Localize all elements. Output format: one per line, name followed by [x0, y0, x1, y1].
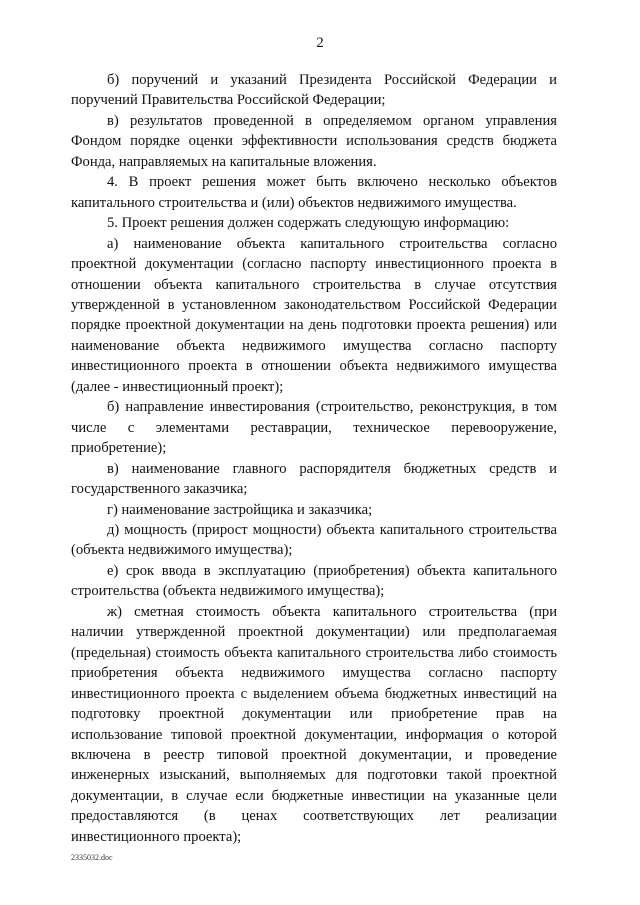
- paragraph-item-v-budget-manager: в) наименование главного распорядителя бюджетных средств и государственного заказчика;: [71, 460, 557, 498]
- paragraph-item-b-instructions: б) поручений и указаний Президента Российской Федерации и поручений Правительства Российской Федерации;: [71, 72, 557, 109]
- paragraph-item-v-evaluation-results: в) результатов проведенной в определяемом органом управления Фондом порядке оценки эффективности использования средств бюджета Фонда, направляемых на капитальные вложения.: [71, 112, 557, 170]
- paragraph-clause-4: 4. В проект решения может быть включено несколько объектов капитального строительства и (или) объектов недвижимого имущества.: [71, 174, 557, 211]
- paragraph-item-zh-estimated-cost: ж) сметная стоимость объекта капитального строительства (при наличии утвержденной проектной документации) или предполагаемая (предельная) стоимость объекта капитального строительства либо стоимость приобретения объекта недвижимого имущества согласно паспорту инвестиционного проекта с выделением объема бюджетных инвестиций на подготовку проектной документации или приобретение прав на использование типовой проектной документации, информация о которой включена в реестр типовой проектной документации, и проведение инженерных изысканий, выполняемых для подготовки такой проектной документации, в случае если бюджетные инвестиции на указанные цели предоставляются (в ценах соответствующих лет реализации инвестиционного проекта);: [71, 603, 557, 845]
- paragraph-item-b-investment-direction: б) направление инвестирования (строительство, реконструкция, в том числе с элементами реставрации, техническое перевооружение, приобретение);: [71, 399, 557, 457]
- paragraph-item-e-commissioning-date: е) срок ввода в эксплуатацию (приобретения) объекта капитального строительства (объекта недвижимого имущества);: [71, 562, 557, 600]
- paragraph-clause-5: 5. Проект решения должен содержать следующую информацию:: [107, 215, 510, 232]
- paragraph-item-a-object-name: а) наименование объекта капитального строительства согласно проектной документации (согласно паспорту инвестиционного проекта в отношении объекта капитального строительства в случае отсутствия утвержденной в установленном законодательством Российской Федерации порядке проектной документации на день подготовки проекта решения) или наименование объекта недвижимого имущества согласно паспорту инвестиционного проекта в отношении объекта недвижимого имущества (далее - инвестиционный проект);: [71, 235, 557, 395]
- paragraph-item-d-capacity: д) мощность (прирост мощности) объекта капитального строительства (объекта недвижимого имущества);: [71, 521, 557, 559]
- page-number: 2: [316, 35, 324, 51]
- document-body: [71, 70, 557, 847]
- document-filename-footer: 2335032.doc: [71, 853, 113, 862]
- paragraph-item-g-developer: г) наименование застройщика и заказчика;: [107, 501, 373, 518]
